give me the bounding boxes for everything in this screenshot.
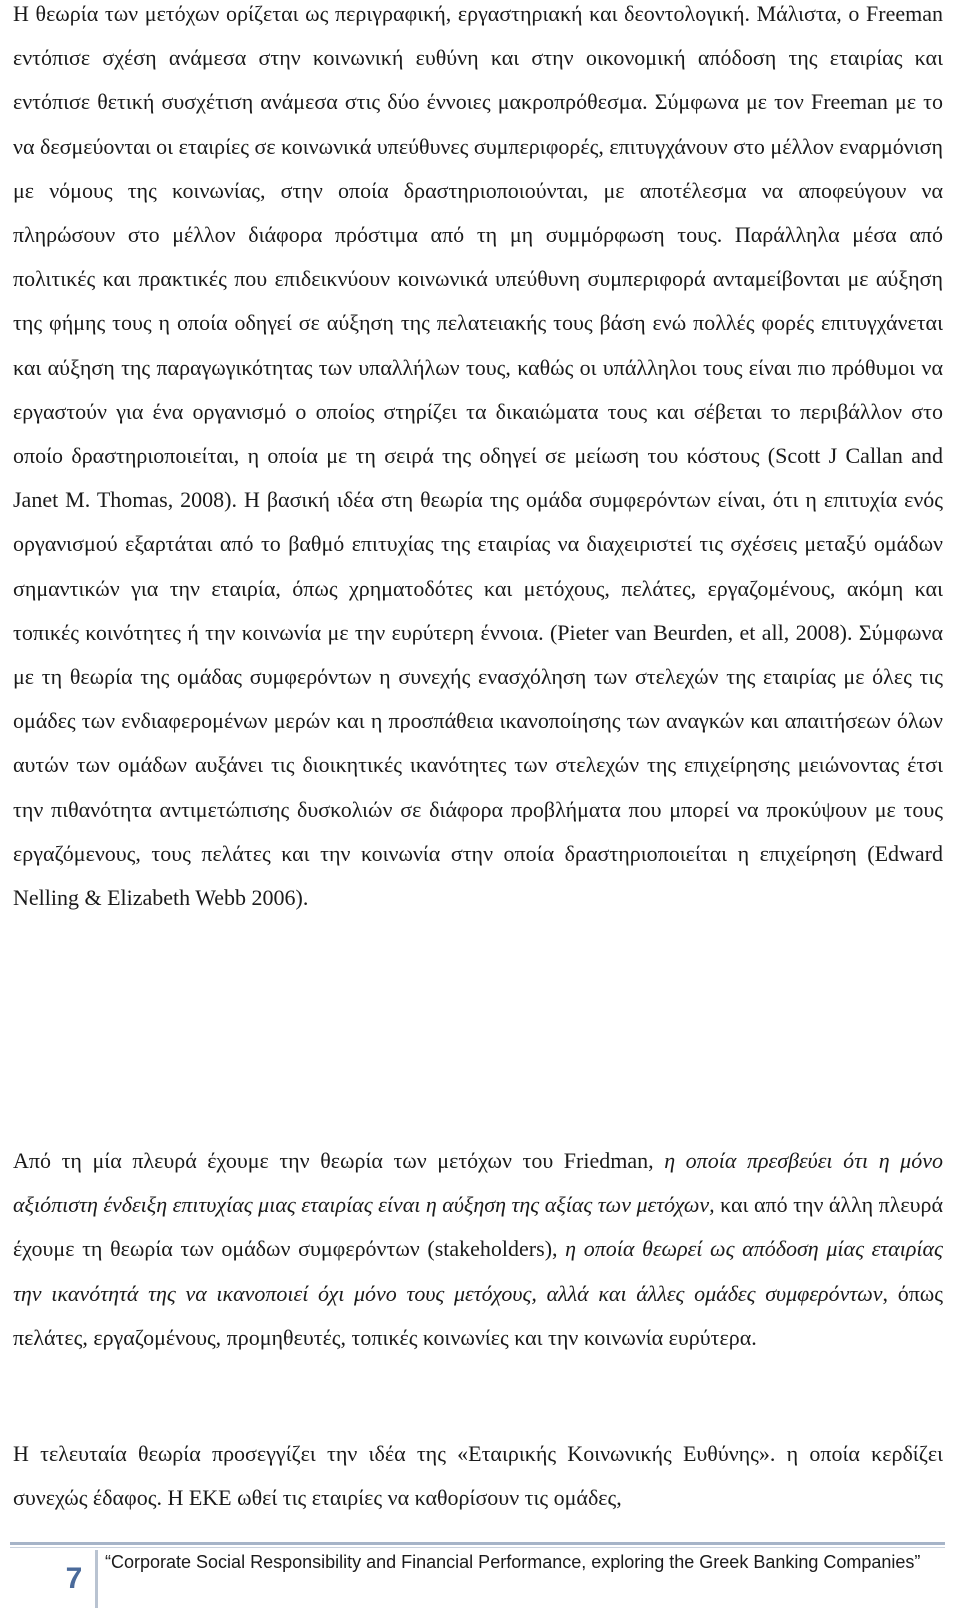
paragraph-shareholder-vs-stakeholder [13,1139,943,1360]
footer-rule-thin [10,1547,945,1548]
paragraph-2-text-2: και από την άλλη πλευρά έχουμε τη θεωρία των ομάδων συμφερόντων (stakeholders), [13,1192,943,1262]
footer-rule [10,1542,945,1545]
page-footer [0,1540,960,1619]
paragraph-2-text-3: , όπως πελάτες, εργαζομένους, προμηθευτές, τοπικές κοινωνίες και την κοινωνία ευρύτερα. [13,1280,943,1350]
footer-title: “Corporate Social Responsibility and Financial Performance, exploring the Greek Banking Companies” [105,1552,921,1572]
paragraph-freeman-theory: Η θεωρία των μετόχων ορίζεται ως περιγραφική, εργαστηριακή και δεοντολογική. Μάλιστα, ο Freeman εντόπισε σχέση ανάμεσα στην κοινωνική ευθύνη και στην οικονομική απόδοση της εταιρίας και εντόπισε θετική συσχέτιση ανάμεσα στις δύο έννοιες μακροπρόθεσμα. Σύμφωνα με τον Freeman με το να δεσμεύονται οι εταιρίες σε κοινωνικά υπεύθυνες συμπεριφορές, επιτυγχάνουν στο μέλλον εναρμόνιση με νόμους της κοινωνίας, στην οποία δραστηριοποιούνται, με αποτέλεσμα να αποφεύγουν να πληρώσουν στο μέλλον διάφορα πρόστιμα από τη μη συμμόρφωση τους. Παράλληλα μέσα από πολιτικές και πρακτικές που επιδεικνύουν κοινωνικά υπεύθυνη συμπεριφορά ανταμείβονται με αύξηση της φήμης τους η οποία οδηγεί σε αύξηση της πελατειακής τους βάση ενώ πολλές φορές επιτυγχάνεται και αύξηση της παραγωγικότητας των υπαλλήλων τους, καθώς οι υπάλληλοι τους είναι πιο πρόθυμοι να εργαστούν για ένα οργανισμό ο οποίος στηρίζει τα δικαιώματα τους και σέβεται το περιβάλλον στο οποίο δραστηριοποιείται, η οποία με τη σειρά της οδηγεί σε μείωση του κόστους (Scott J Callan and Janet M. Thomas, 2008). Η βασική ιδέα στη θεωρία της ομάδα συμφερόντων είναι, ότι η επιτυχία ενός οργανισμού εξαρτάται από το βαθμό επιτυχίας της εταιρίας να διαχειριστεί τις σχέσεις μεταξύ ομάδων σημαντικών για την εταιρία, όπως χρηματοδότες και μετόχους, πελάτες, εργαζομένους, ακόμη και τοπικές κοινότητες ή την κοινωνία με την ευρύτερη έννοια. (Pieter van Beurden, et all, 2008). Σύμφωνα με τη θεωρία της ομάδας συμφερόντων η συνεχής ενασχόληση των στελεχών της εταιρίας με όλες τις ομάδες των ενδιαφερομένων μερών και η προσπάθεια ικανοποίησης των αναγκών και απαιτήσεων όλων αυτών των ομάδων αυξάνει τις διοικητικές ικανότητες των στελεχών της επιχείρησης μειώνοντας έτσι την πιθανότητα αντιμετώπισης δυσκολιών σε διάφορα προβλήματα που μπορεί να προκύψουν με τους εργαζόμενους, τους πελάτες και την κοινωνία στην οποία δραστηριοποιείται η επιχείρηση (Edward Nelling & Elizabeth Webb 2006). [13,1,943,911]
page-number: 7 [65,1562,83,1595]
paragraph-2-text-1: Από τη μία πλευρά έχουμε την θεωρία των μετόχων του Friedman, [13,1148,665,1173]
paragraph-2-italic-2: η οποία θεωρεί ως απόδοση μίας εταιρίας την ικανότητά της να ικανοποιεί όχι μόνο τους μετόχους, αλλά και άλλες ομάδες συμφερόντων [13,1236,943,1306]
footer-divider [95,1550,98,1608]
paragraph-2-italic-1: η οποία πρεσβεύει ότι η μόνο αξιόπιστη ένδειξη επιτυχίας μιας εταιρίας είναι η αύξηση της αξίας των μετόχων, [13,1148,943,1218]
paragraph-csr-intro: Η τελευταία θεωρία προσεγγίζει την ιδέα της «Εταιρικής Κοινωνικής Ευθύνης». η οποία κερδίζει συνεχώς έδαφος. Η ΕΚΕ ωθεί τις εταιρίες να καθορίσουν τις ομάδες, [13,1441,943,1511]
